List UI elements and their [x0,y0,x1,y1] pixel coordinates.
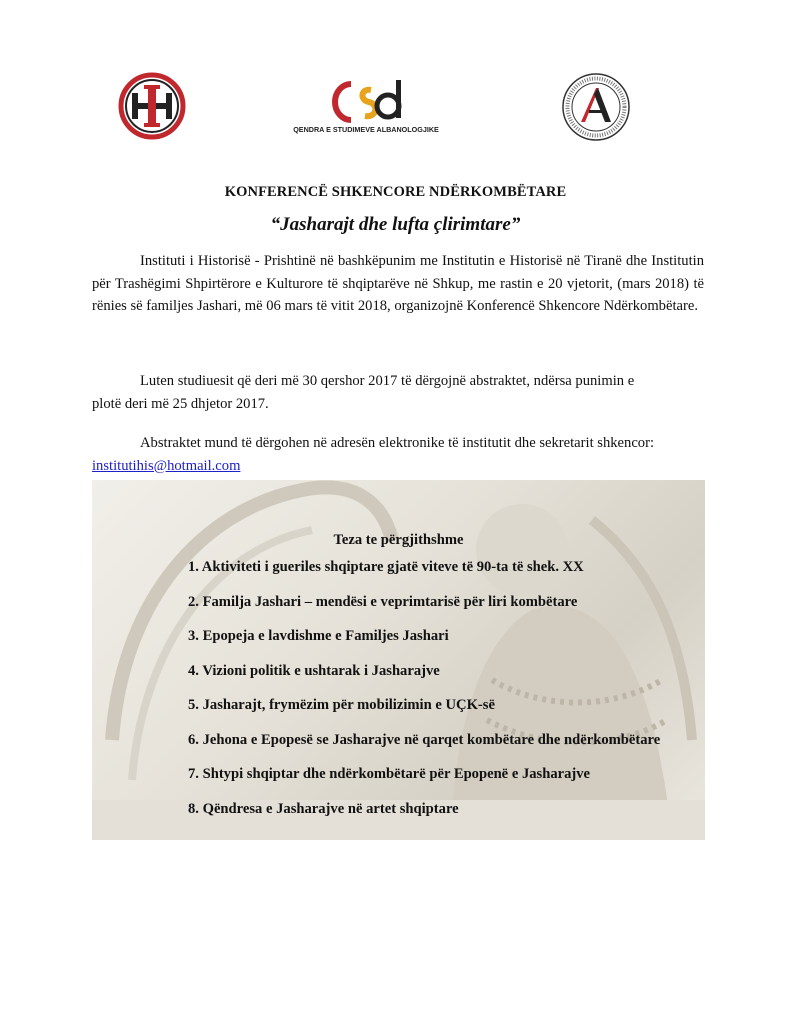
topic-item: 4. Vizioni politik e ushtarak i Jasharajve [188,662,440,679]
topic-item: 5. Jasharajt, frymëzim për mobilizimin e UÇK-së [188,697,495,713]
topics-list [188,558,660,834]
conference-heading: KONFERENCË SHKENCORE NDËRKOMBËTARE [224,184,567,200]
qendra-label: QENDRA E STUDIMEVE ALBANOLOGJIKE [293,125,439,134]
conference-subtitle: “Jasharajt dhe lufta çlirimtare” [270,214,521,235]
qendra-studimeve-albanologjike-logo [293,70,439,152]
topic-item: 6. Jehona e Epopesë se Jasharajve në qarqet kombëtare dhe ndërkombëtare [188,731,661,748]
instituti-trashegimi-seal-logo [561,72,631,142]
deadline-line-1: Luten studiuesit që deri më 30 qershor 2017 të dërgojnë abstraktet, ndërsa punimin e [140,373,635,389]
topics-panel [92,480,705,840]
submission-text: Abstraktet mund të dërgohen në adresën elektronike të institutit dhe sekretarit shkencor: [140,435,655,451]
topic-item: 8. Qëndresa e Jasharajve në artet shqiptare [188,800,459,817]
topic-item: 7. Shtypi shqiptar dhe ndërkombëtarë për Epopenë e Jasharajve [188,766,591,782]
deadline-line-2: plotë deri më 25 dhjetor 2017. [92,395,269,412]
deadline-paragraph [92,370,704,415]
topic-item: 1. Aktiviteti i gueriles shqiptare gjatë viteve të 90-ta të shek. XX [188,559,584,575]
submission-paragraph [92,432,704,477]
intro-text: Instituti i Historisë - Prishtinë në bashkëpunim me Institutin e Historisë në Tiranë dhe Institutin për Trashëgimi Shpirtërore e Kulturore të shqiptarëve në Shkup, me rastin e 20 vjetorit, (mars 2018) të rënies së familjes Jashari, më 06 mars të vitit 2018, organizojnë Konferencë Shkencore Ndërkombëtare. [92,253,704,314]
topic-item: 3. Epopeja e lavdishme e Familjes Jashari [188,628,449,644]
intro-paragraph [92,250,704,318]
topics-heading: Teza te përgjithshme [333,532,464,548]
topic-item: 2. Familja Jashari – mendësi e veprimtarisë për liri kombëtare [188,593,578,610]
email-link[interactable]: institutihis@hotmail.com [92,457,241,474]
instituti-historise-logo [118,72,186,140]
